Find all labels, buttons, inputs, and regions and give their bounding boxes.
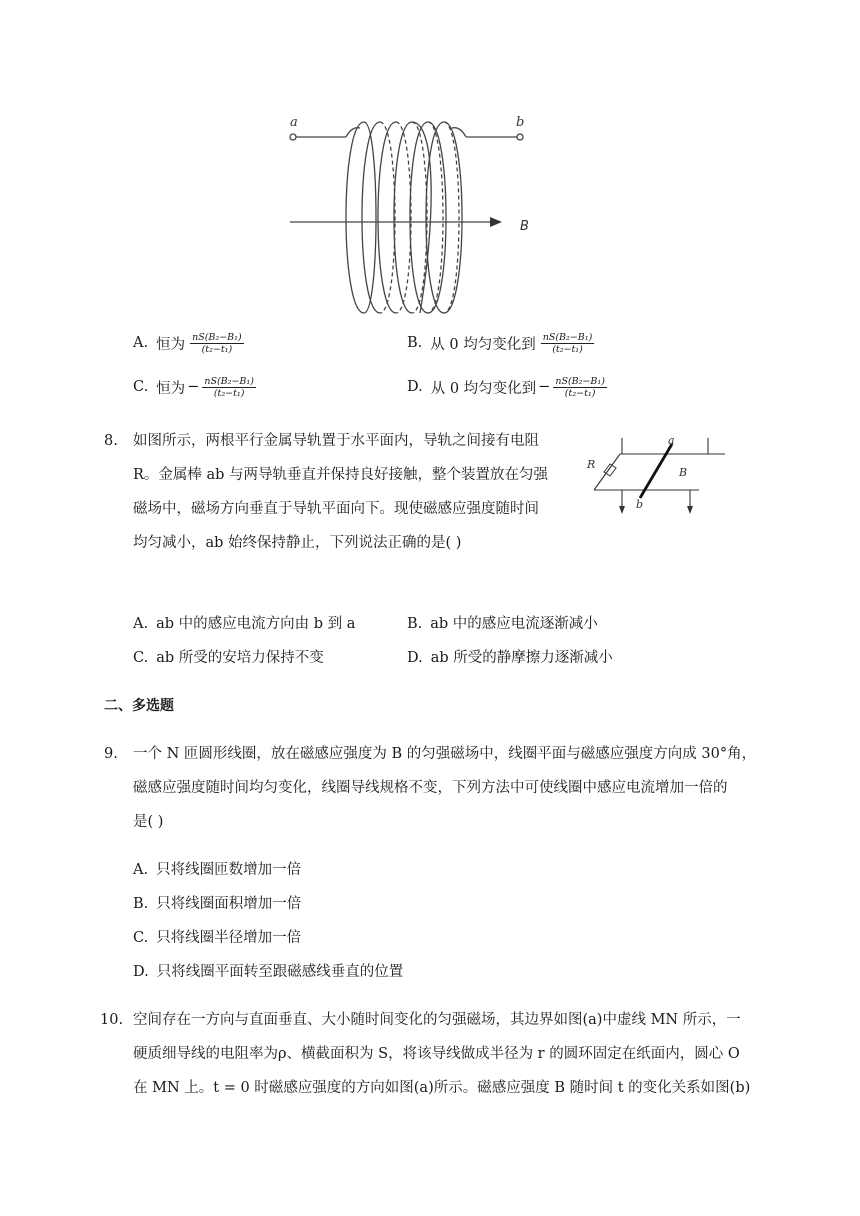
q7-option-d[interactable]: D. 从 0 均匀变化到 − $\frac{\text{nS(B₂−B₁)}}{\text{(t₂−t₁)}}$ [407, 375, 605, 399]
q9-line-1: 一个 N 匝圆形线圈，放在磁感应强度为 B 的匀强磁场中，线圈平面与磁感应强度方向成 30°角， [133, 746, 757, 762]
q10-line-2: 硬质细导线的电阻率为ρ、横截面积为 S，将该导线做成半径为 r 的圆环固定在纸面内，圆心 O [133, 1046, 740, 1062]
fraction: $\frac{\text{nS(B₂−B₁)}}{\text{(t₂−t₁)}}$ [542, 331, 593, 355]
q8-option-d[interactable]: D. ab 所受的静摩擦力逐渐减小 [407, 650, 613, 666]
section-title: 二、多选题 [104, 698, 174, 714]
q10-line-3: 在 MN 上。t = 0 时磁感应强度的方向如图(a)所示。磁感应强度 B 随时间 t 的变化关系如图(b) [133, 1080, 751, 1096]
q8-line-1: 如图所示，两根平行金属导轨置于水平面内，导轨之间接有电阻 [133, 433, 539, 449]
q7-option-a[interactable]: A. 恒为 $\frac{\text{nS(B₂−B₁)}}{\text{(t₂−t₁)}}$ [133, 331, 242, 355]
q8-option-b[interactable]: B. ab 中的感应电流逐渐减小 [407, 616, 598, 632]
q8-option-c[interactable]: C. ab 所受的安培力保持不变 [133, 650, 324, 666]
coil-figure [280, 108, 540, 320]
q9-option-a[interactable]: A. 只将线圈匝数增加一倍 [133, 862, 302, 878]
fraction: $\frac{\text{nS(B₂−B₁)}}{\text{(t₂−t₁)}}$ [192, 331, 242, 355]
q9-number: 9. [104, 746, 118, 762]
q9-option-d[interactable]: D. 只将线圈平面转至跟磁感线垂直的位置 [133, 964, 404, 980]
q9-option-b[interactable]: B. 只将线圈面积增加一倍 [133, 896, 302, 912]
q8-line-2: R。金属棒 ab 与两导轨垂直并保持良好接触，整个装置放在匀强 [133, 467, 549, 483]
label-B: B [520, 219, 529, 234]
q9-line-3: 是( ) [133, 814, 164, 830]
label-a: a [290, 115, 298, 130]
label-b: b [636, 498, 644, 511]
q8-number: 8. [104, 433, 118, 449]
q9-option-c[interactable]: C. 只将线圈半径增加一倍 [133, 930, 302, 946]
q9-line-2: 磁感应强度随时间均匀变化，线圈导线规格不变，下列方法中可使线圈中感应电流增加一倍的 [133, 780, 728, 796]
q8-line-4: 均匀减小，ab 始终保持静止，下列说法正确的是( ) [133, 535, 462, 551]
label-b: b [516, 115, 525, 130]
label-R: R [587, 458, 596, 471]
fraction: $\frac{\text{nS(B₂−B₁)}}{\text{(t₂−t₁)}}$ [555, 375, 605, 399]
rail-figure [582, 432, 732, 522]
q10-line-1: 空间存在一方向与直面垂直、大小随时间变化的匀强磁场，其边界如图(a)中虚线 MN 所示，一 [133, 1012, 741, 1028]
q7-option-b[interactable]: B. 从 0 均匀变化到 $\frac{\text{nS(B₂−B₁)}}{\text{(t₂−t₁)}}$ [407, 331, 593, 355]
q8-option-a[interactable]: A. ab 中的感应电流方向由 b 到 a [133, 616, 356, 632]
fraction: $\frac{\text{nS(B₂−B₁)}}{\text{(t₂−t₁)}}$ [204, 375, 254, 399]
q10-number: 10. [100, 1012, 124, 1028]
q7-option-c[interactable]: C. 恒为 − $\frac{\text{nS(B₂−B₁)}}{\text{(t₂−t₁)}}$ [133, 375, 254, 399]
label-a: a [668, 434, 675, 447]
label-B: B [679, 466, 688, 479]
q8-line-3: 磁场中，磁场方向垂直于导轨平面向下。现使磁感应强度随时间 [133, 501, 539, 517]
